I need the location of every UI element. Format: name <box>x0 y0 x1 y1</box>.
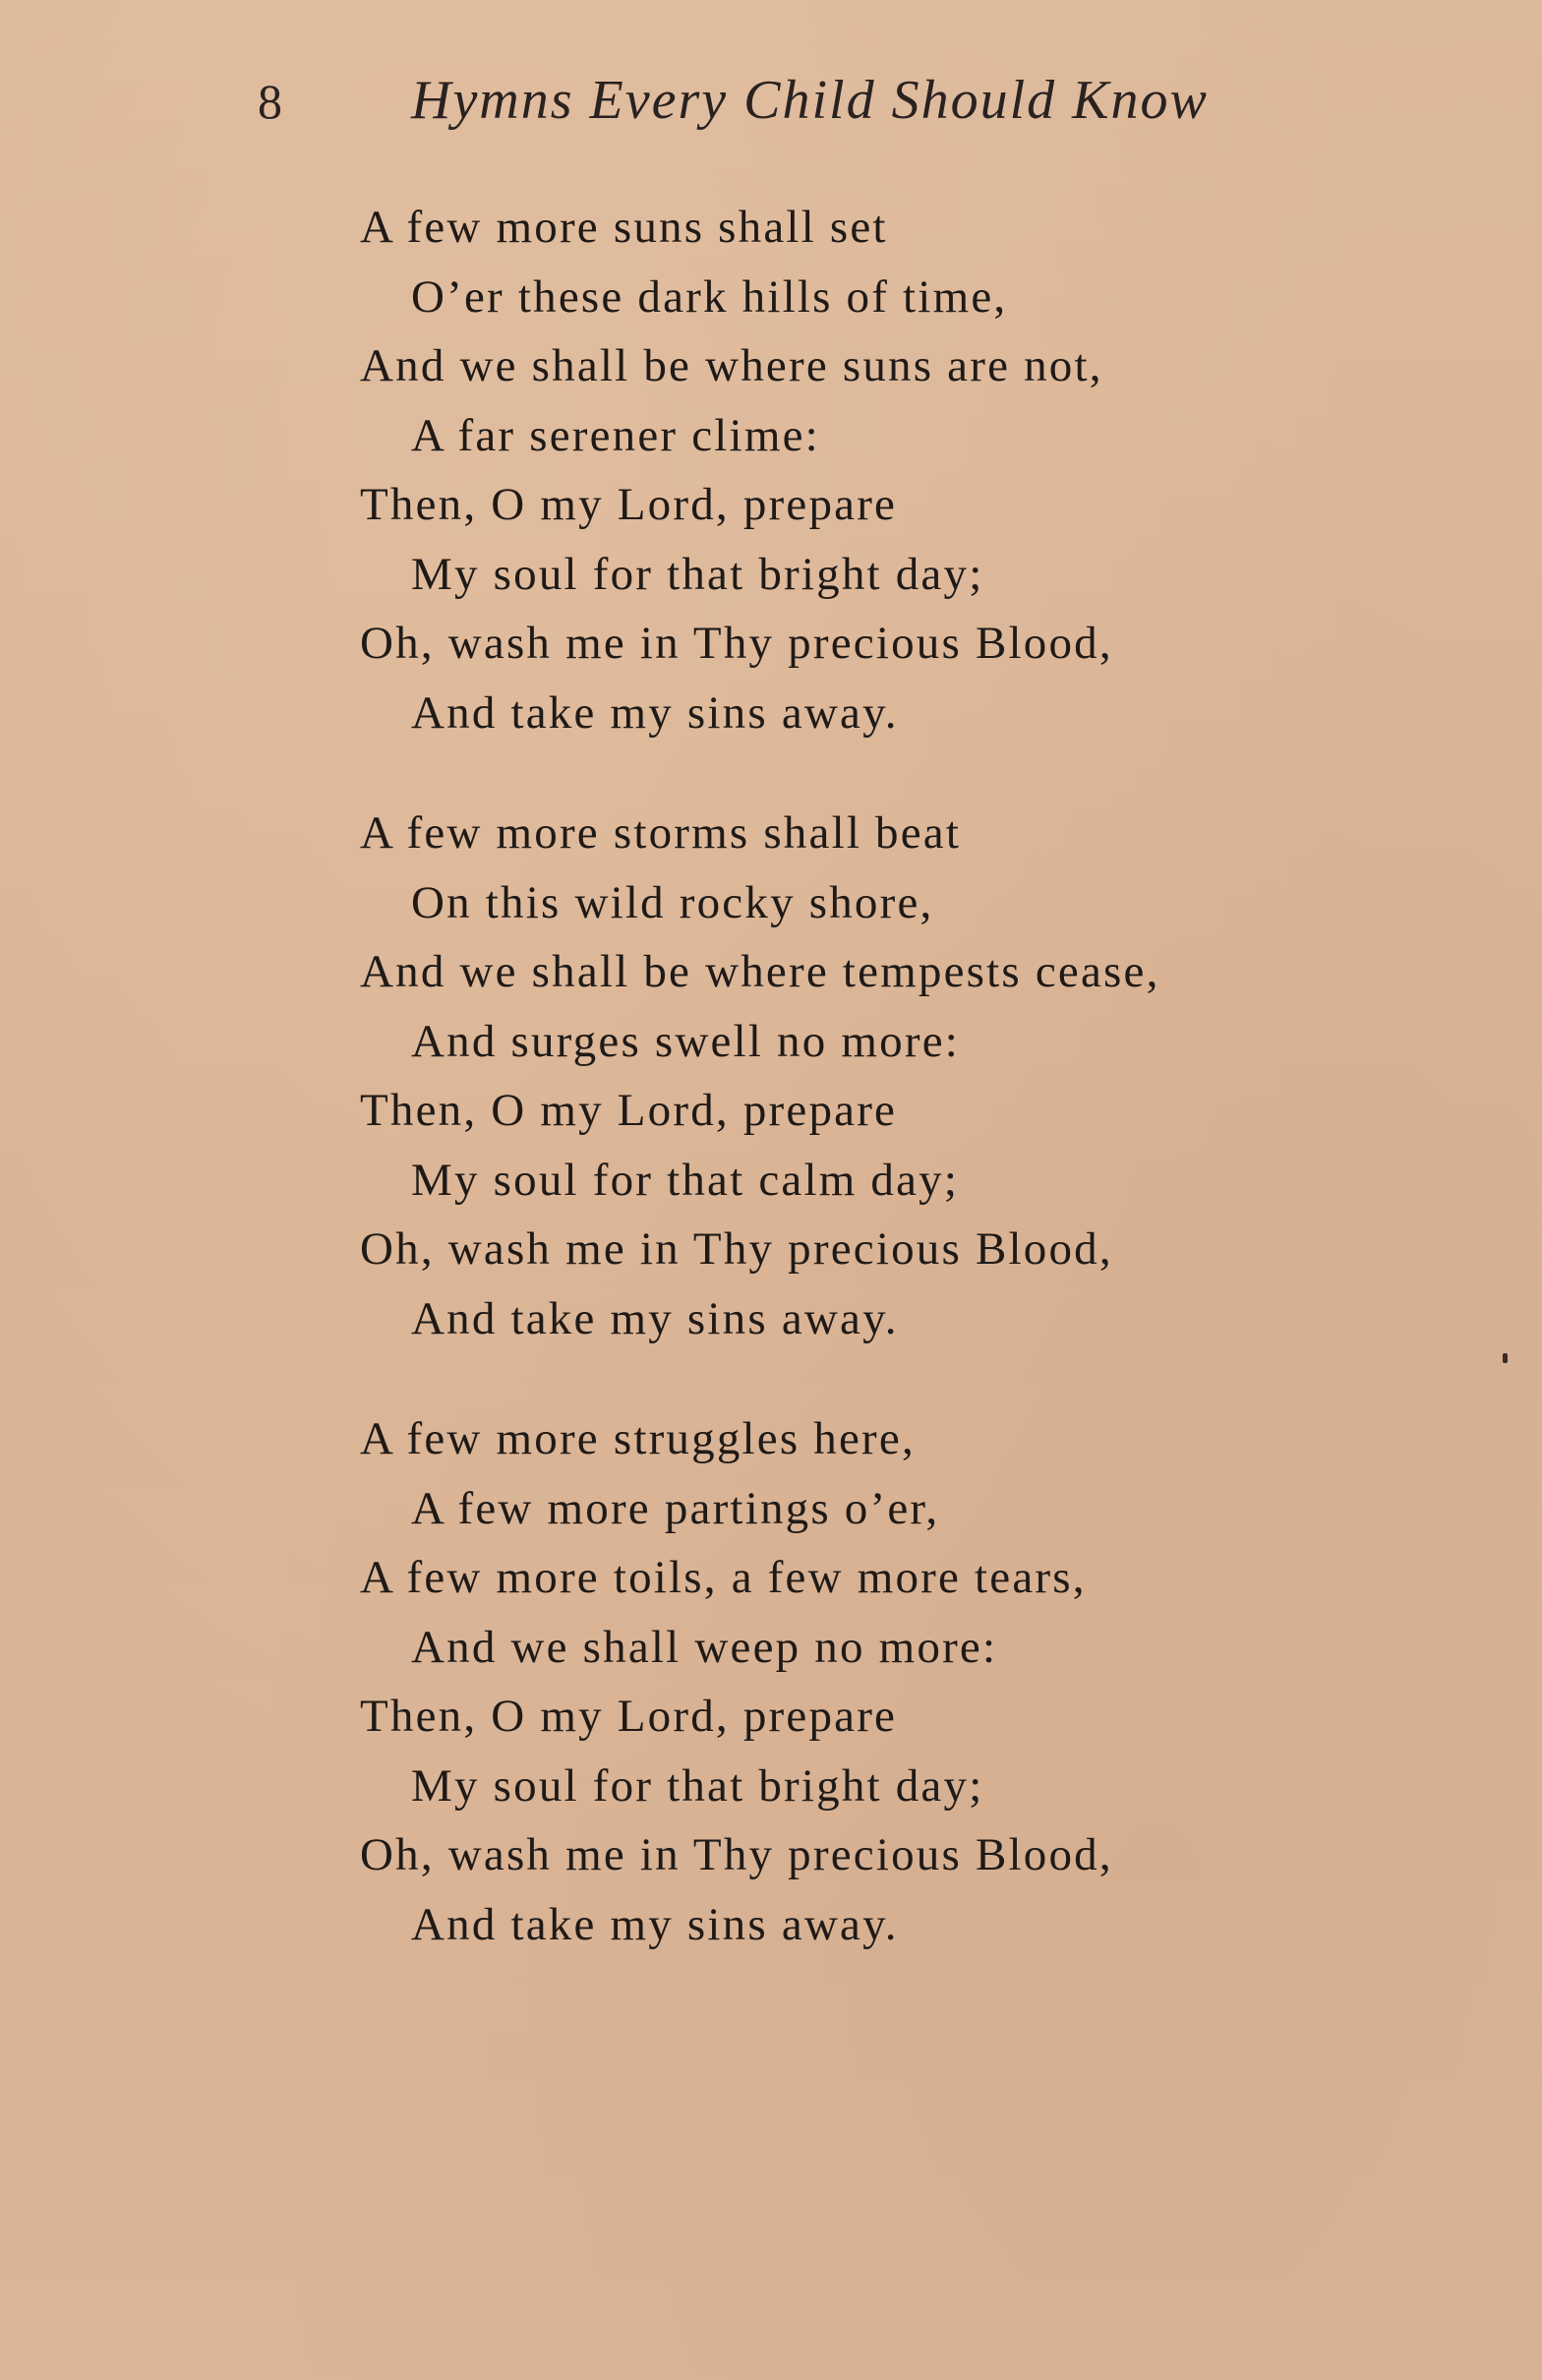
verse-line: A few more toils, a few more tears, <box>360 1552 1087 1603</box>
verse-line: O’er these dark hills of time, <box>411 270 1008 323</box>
running-title: Hymns Every Child Should Know <box>411 70 1209 131</box>
verse-line: And surges swell no more: <box>411 1015 961 1067</box>
verse-line: Then, O my Lord, prepare <box>360 1691 898 1742</box>
verse-line: Oh, wash me in Thy precious Blood, <box>360 1829 1113 1880</box>
stanza-1 <box>360 193 1343 747</box>
paper-speck <box>1503 1353 1508 1363</box>
page-number: 8 <box>258 74 282 129</box>
verse-line: My soul for that bright day; <box>411 1759 984 1812</box>
hymn-text <box>360 193 1343 1959</box>
page-header <box>0 67 1542 136</box>
verse-line: Oh, wash me in Thy precious Blood, <box>360 1223 1113 1275</box>
verse-line: A few more suns shall set <box>360 202 888 253</box>
verse-line: And take my sins away. <box>411 1292 899 1344</box>
verse-line: And we shall be where suns are not, <box>360 340 1103 391</box>
stanza-3 <box>360 1404 1343 1959</box>
verse-line: And we shall be where tempests cease, <box>360 946 1160 997</box>
verse-line: My soul for that bright day; <box>411 548 984 600</box>
verse-line: A few more partings o’er, <box>411 1482 940 1534</box>
verse-line: A few more storms shall beat <box>360 807 962 859</box>
verse-line: And take my sins away. <box>411 1898 899 1950</box>
verse-line: My soul for that calm day; <box>411 1154 960 1206</box>
verse-line: On this wild rocky shore, <box>411 876 934 928</box>
verse-line: A few more struggles here, <box>360 1413 916 1464</box>
stanza-2 <box>360 799 1343 1353</box>
verse-line: Then, O my Lord, prepare <box>360 1085 898 1136</box>
verse-line: Then, O my Lord, prepare <box>360 479 898 530</box>
verse-line: And take my sins away. <box>411 686 899 739</box>
verse-line: And we shall weep no more: <box>411 1621 998 1673</box>
verse-line: Oh, wash me in Thy precious Blood, <box>360 618 1113 669</box>
verse-line: A far serener clime: <box>411 409 820 461</box>
